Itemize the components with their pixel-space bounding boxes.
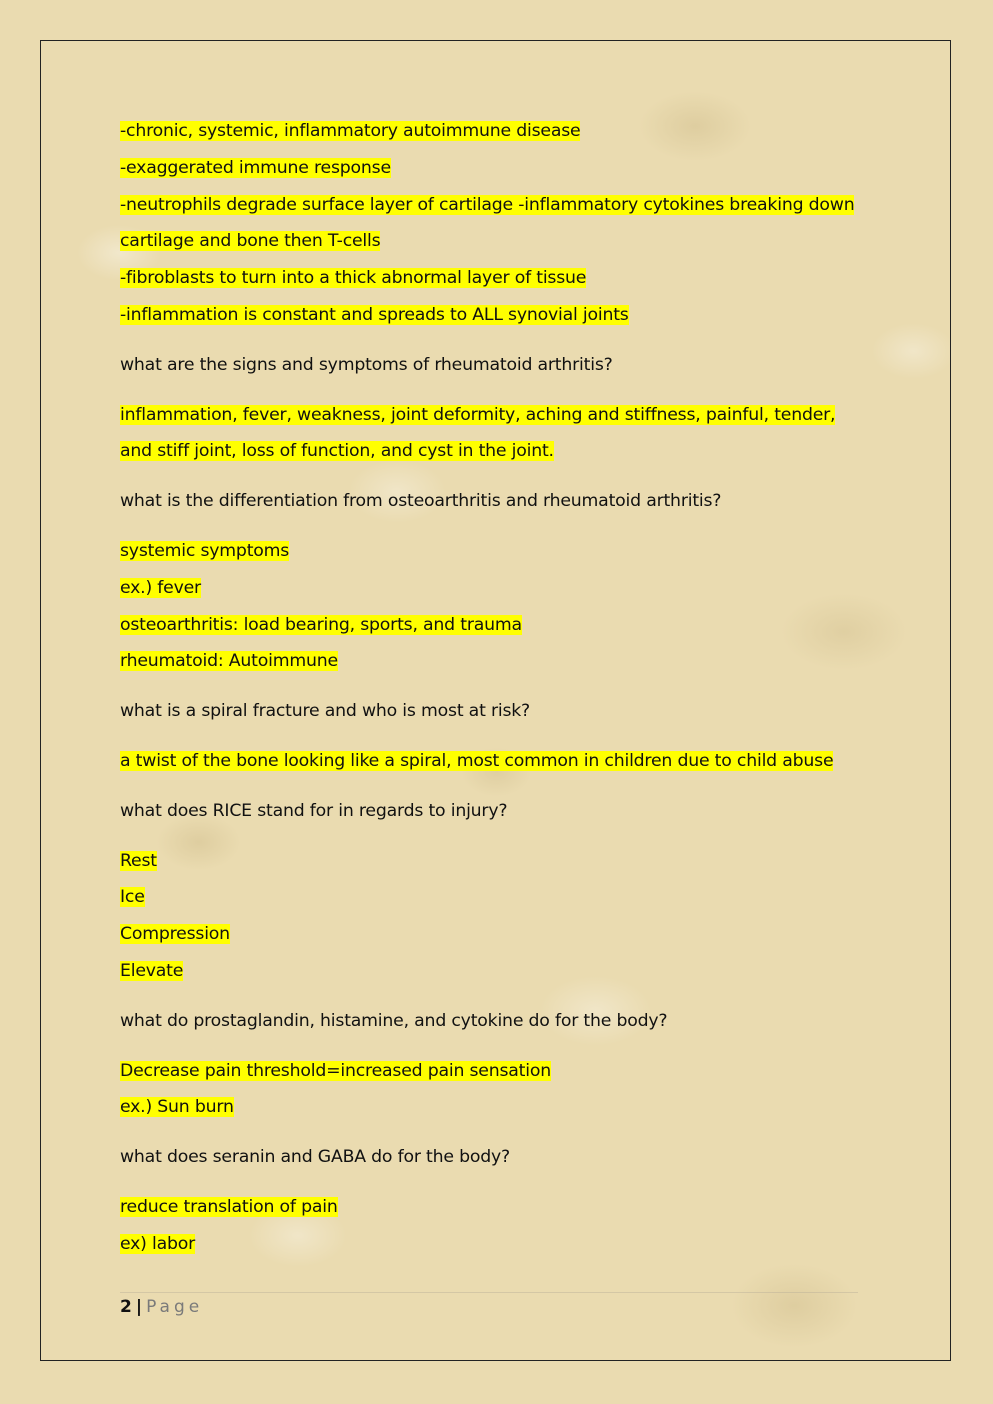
highlighted-text: Decrease pain threshold=increased pain sensation	[120, 1060, 551, 1081]
answer-line	[120, 155, 870, 181]
highlighted-text: ex) labor	[120, 1233, 196, 1254]
answer-line	[120, 612, 870, 638]
answer-line	[120, 1231, 870, 1257]
footer-separator: |	[135, 1297, 143, 1317]
document-body	[120, 118, 870, 1268]
question-line: what does seranin and GABA do for the body?	[120, 1147, 510, 1168]
highlighted-text: -inflammation is constant and spreads to ALL synovial joints	[120, 304, 629, 325]
answer-line	[120, 958, 870, 984]
answer-line	[120, 265, 870, 291]
highlighted-text: Rest	[120, 850, 157, 871]
answer-line	[120, 1058, 870, 1084]
answer-line	[120, 438, 870, 464]
answer-line	[120, 402, 870, 428]
highlighted-text: a twist of the bone looking like a spiral, most common in children due to child abuse	[120, 750, 834, 771]
question-line: what is a spiral fracture and who is most at risk?	[120, 701, 531, 722]
highlighted-text: osteoarthritis: load bearing, sports, and trauma	[120, 614, 522, 635]
highlighted-text: cartilage and bone then T-cells	[120, 231, 381, 252]
page-number: 2	[120, 1297, 132, 1317]
question-line: what do prostaglandin, histamine, and cytokine do for the body?	[120, 1010, 668, 1031]
answer-line	[120, 648, 870, 674]
highlighted-text: -chronic, systemic, inflammatory autoimmune disease	[120, 121, 581, 141]
highlighted-text: Elevate	[120, 960, 184, 981]
answer-line	[120, 884, 870, 910]
highlighted-text: -exaggerated immune response	[120, 157, 391, 178]
answer-line	[120, 538, 870, 564]
answer-line	[120, 192, 870, 218]
answer-line	[120, 228, 870, 254]
highlighted-text: ex.) Sun burn	[120, 1097, 234, 1118]
answer-line	[120, 118, 870, 144]
page-footer	[120, 1292, 858, 1317]
highlighted-text: reduce translation of pain	[120, 1196, 338, 1217]
highlighted-text: ex.) fever	[120, 577, 201, 598]
highlighted-text: systemic symptoms	[120, 540, 290, 561]
highlighted-text: inflammation, fever, weakness, joint deformity, aching and stiffness, painful, tender,	[120, 404, 836, 425]
question-line: what are the signs and symptoms of rheumatoid arthritis?	[120, 354, 613, 375]
highlighted-text: Ice	[120, 887, 145, 908]
answer-line	[120, 1194, 870, 1220]
answer-line	[120, 748, 870, 774]
highlighted-text: -neutrophils degrade surface layer of cartilage -inflammatory cytokines breaking down	[120, 194, 855, 215]
answer-line	[120, 921, 870, 947]
answer-line	[120, 1094, 870, 1120]
question-line: what is the differentiation from osteoarthritis and rheumatoid arthritis?	[120, 491, 722, 512]
page-label: Page	[146, 1297, 204, 1317]
answer-line	[120, 302, 870, 328]
highlighted-text: Compression	[120, 924, 230, 945]
highlighted-text: -fibroblasts to turn into a thick abnormal layer of tissue	[120, 268, 587, 289]
highlighted-text: and stiff joint, loss of function, and cyst in the joint.	[120, 441, 554, 462]
answer-line	[120, 575, 870, 601]
answer-line	[120, 848, 870, 874]
question-line: what does RICE stand for in regards to injury?	[120, 800, 508, 821]
highlighted-text: rheumatoid: Autoimmune	[120, 651, 338, 672]
